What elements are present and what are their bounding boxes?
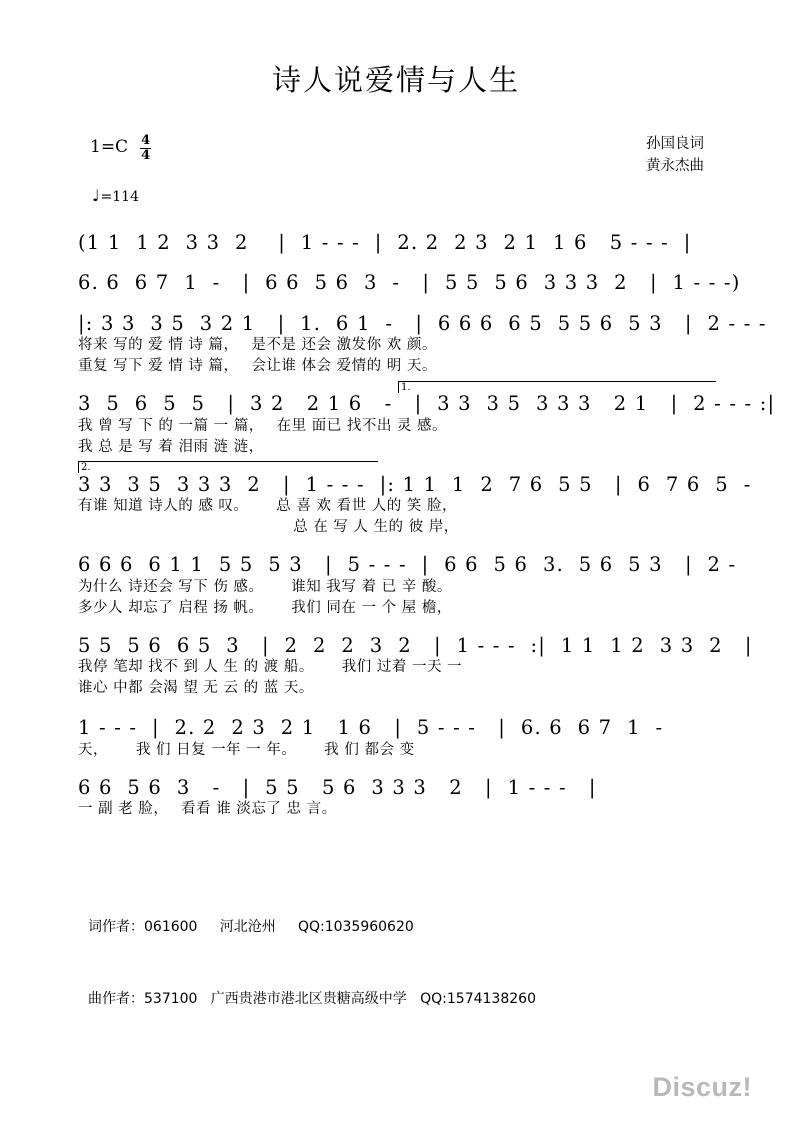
score-line bbox=[78, 461, 752, 538]
tempo-value: =114 bbox=[100, 189, 139, 205]
score-line bbox=[78, 777, 718, 820]
lyric-row-1: 我 曾 写 下 的 一篇 一 篇， 在里 面已 找不出 灵 感。 bbox=[78, 417, 448, 434]
time-signature bbox=[140, 134, 151, 162]
lyric-row-1: 天， 我 们 日复 一年 一 年。 我 们 都会 变 bbox=[78, 741, 415, 758]
watermark: Discuz! bbox=[652, 1072, 752, 1102]
quarter-note-icon: ♩ bbox=[92, 186, 100, 205]
lyric-row-2: 谁心 中都 会渴 望 无 云 的 蓝 天。 bbox=[78, 680, 314, 697]
score-line bbox=[78, 633, 753, 699]
key-signature: 1=C bbox=[90, 137, 129, 158]
notation-row: 5 5 5 6 6 5 3 | 2 2 2 3 2 | 1 - - - :| 1 1 1 2 3 3 2 | bbox=[78, 633, 753, 657]
notation-row: 3 3 3 5 3 3 3 2 | 1 - - - |: 1 1 1 2 7 6 5 5 | 6 7 6 5 - bbox=[78, 472, 752, 496]
composer-credit: 黄永杰曲 bbox=[646, 158, 704, 175]
key-signature-block bbox=[90, 133, 151, 161]
lyric-row-1: 有谁 知道 诗人的 感 叹。 总 喜 欢 看世 人的 笑 脸， bbox=[78, 498, 457, 515]
lyricist-credit: 孙国良词 bbox=[646, 136, 704, 152]
credits bbox=[646, 133, 704, 178]
lyric-row-2: 多少人 却忘了 启程 扬 帆。 我们 同在 一 个 屋 檐， bbox=[78, 599, 452, 616]
tempo-marking bbox=[92, 186, 139, 205]
notation-row: 6 6 6 6 1 1 5 5 5 3 | 5 - - - | 6 6 5 6 3. 5 6 5 3 | 2 - bbox=[78, 553, 737, 577]
lyric-row-1: 一 副 老 脸， 看看 谁 淡忘了 忠 言。 bbox=[78, 800, 337, 817]
time-signature-denominator: 4 bbox=[141, 147, 151, 163]
score-line bbox=[78, 717, 718, 760]
notation-row: 1 - - - | 2. 2 2 3 2 1 1 6 | 5 - - - | 6. 6 6 7 1 - bbox=[78, 716, 664, 740]
lyric-row-2: 我 总 是 写 着 泪雨 涟 涟， bbox=[78, 438, 264, 455]
notation-row: 6 6 5 6 3 - | 5 5 5 6 3 3 3 2 | 1 - - - | bbox=[78, 775, 597, 799]
score-line bbox=[78, 382, 776, 457]
lyric-row-2: 重复 写下 爱 情 诗 篇， 会让谁 体会 爱情的 明 天。 bbox=[78, 358, 437, 375]
lyric-row-1: 为什么 诗还会 写下 伤 感。 谁知 我写 着 已 辛 酸。 bbox=[78, 578, 452, 595]
lyric-row-1: 将来 写的 爱 情 诗 篇， 是不是 还会 激发你 欢 颜。 bbox=[78, 337, 437, 354]
volta-bracket-1: 1. bbox=[398, 381, 716, 393]
footer-line-composer: 曲作者：537100 广西贵港市港北区贵糖高级中学 QQ:1574138260 bbox=[88, 990, 536, 1007]
footer-credits bbox=[88, 869, 536, 1059]
score-line bbox=[78, 232, 718, 254]
footer-line-lyricist: 词作者：061600 河北沧州 QQ:1035960620 bbox=[88, 919, 414, 936]
score-systems bbox=[78, 228, 776, 824]
lyric-row-1: 我停 笔却 找不 到 人 生 的 渡 船。 我们 过着 一天 一 bbox=[78, 659, 463, 676]
score-line bbox=[78, 311, 767, 377]
time-signature-numerator: 4 bbox=[141, 133, 151, 148]
notation-row: (1 1 1 2 3 3 2 | 1 - - - | 2. 2 2 3 2 1 1 6 5 - - - | bbox=[78, 231, 692, 254]
page-title: 诗人说爱情与人生 bbox=[271, 63, 520, 97]
score-line bbox=[78, 553, 737, 618]
lyric-row-2: 总 在 写 人 生的 彼 岸， bbox=[78, 519, 459, 536]
volta-bracket-2: 2. bbox=[78, 461, 378, 473]
notation-row: 3 5 6 5 5 | 3 2 2 1 6 - | 3 3 3 5 3 3 3 2 1 | 2 - - - :| bbox=[78, 392, 776, 416]
notation-row: 6. 6 6 7 1 - | 6 6 5 6 3 - | 5 5 5 6 3 3 3 2 | 1 - - -) bbox=[78, 271, 741, 295]
score-line bbox=[78, 271, 741, 295]
notation-row: |: 3 3 3 5 3 2 1 | 1. 6 1 - | 6 6 6 6 5 5 5 6 5 3 | 2 - - - bbox=[78, 311, 767, 335]
